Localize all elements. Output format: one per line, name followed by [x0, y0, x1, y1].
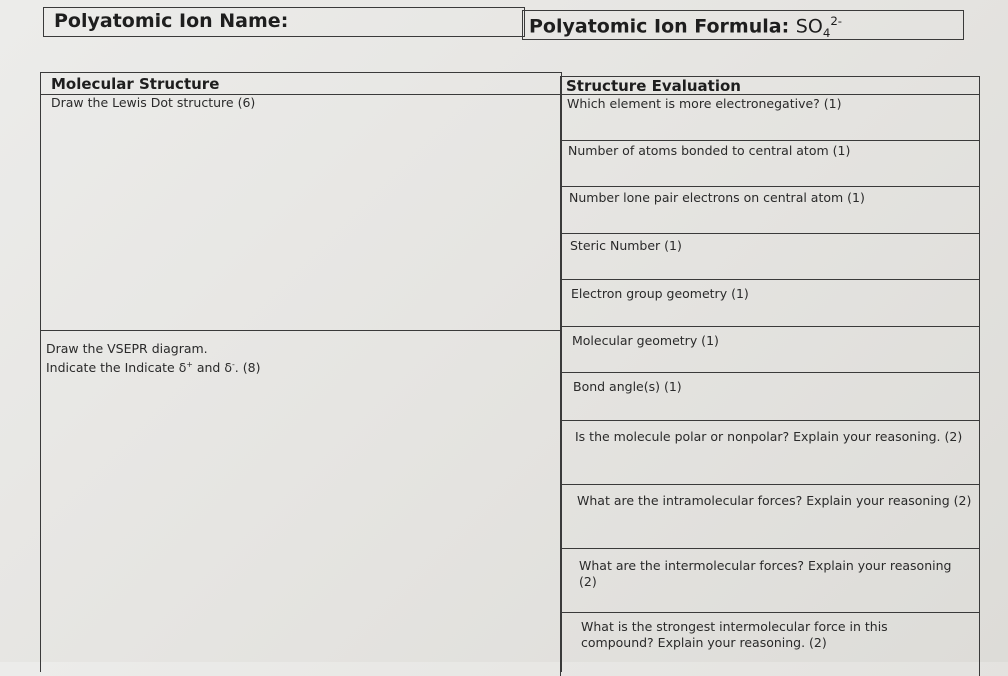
question-cell-electronegativity[interactable] [561, 95, 979, 141]
molecular-structure-title: Molecular Structure [51, 75, 220, 93]
question-cell-intramolecular[interactable] [561, 485, 979, 549]
structure-evaluation-panel [560, 76, 980, 676]
question-label: Bond angle(s) (1) [573, 379, 682, 394]
vsepr-prompt-line1: Draw the VSEPR diagram. [46, 341, 208, 356]
question-label: What are the intermolecular forces? Explain your reasoning (2) [579, 558, 952, 589]
molecular-structure-header [41, 73, 561, 95]
question-cell-bonded-atoms[interactable] [561, 141, 979, 187]
question-cell-electron-geometry[interactable] [561, 280, 979, 327]
question-label: What is the strongest intermolecular force in this compound? Explain your reasoning. (2) [581, 619, 888, 650]
ion-formula-box[interactable] [522, 10, 964, 40]
lewis-dot-answer-area[interactable] [41, 113, 561, 331]
ion-formula-charge: 2- [830, 14, 843, 28]
question-cell-steric-number[interactable] [561, 234, 979, 280]
question-cell-lone-pairs[interactable] [561, 187, 979, 234]
structure-evaluation-header [561, 77, 979, 95]
structure-evaluation-title: Structure Evaluation [566, 77, 741, 95]
question-label: Is the molecule polar or nonpolar? Explain your reasoning. (2) [575, 429, 963, 444]
question-cell-molecular-geometry[interactable] [561, 327, 979, 373]
vsepr-answer-area[interactable] [41, 375, 561, 665]
question-cell-strongest-force[interactable] [561, 613, 979, 673]
question-label: Which element is more electronegative? (1) [567, 96, 842, 111]
question-label: What are the intramolecular forces? Explain your reasoning (2) [577, 493, 972, 508]
ion-formula-base: SO [795, 15, 823, 38]
molecular-structure-panel [40, 72, 562, 672]
question-label: Number lone pair electrons on central atom (1) [569, 190, 865, 205]
ion-formula-subscript: 4 [822, 26, 831, 41]
question-label: Molecular geometry (1) [572, 333, 719, 348]
ion-formula-label: Polyatomic Ion Formula: $SO_4^{2-}$ [529, 14, 843, 41]
question-label: Steric Number (1) [570, 238, 682, 253]
question-cell-bond-angles[interactable] [561, 373, 979, 421]
vsepr-prompt [46, 341, 446, 376]
vsepr-prompt-line2: Indicate the Indicate δ+ and δ-. (8) [46, 360, 261, 376]
question-label: Electron group geometry (1) [571, 286, 749, 301]
question-label: Number of atoms bonded to central atom (1) [568, 143, 851, 158]
question-cell-intermolecular[interactable] [561, 549, 979, 613]
ion-name-label: Polyatomic Ion Name: [54, 10, 289, 32]
ion-name-box[interactable] [43, 7, 525, 37]
question-cell-polarity[interactable] [561, 421, 979, 485]
lewis-dot-prompt: Draw the Lewis Dot structure (6) [51, 95, 256, 110]
